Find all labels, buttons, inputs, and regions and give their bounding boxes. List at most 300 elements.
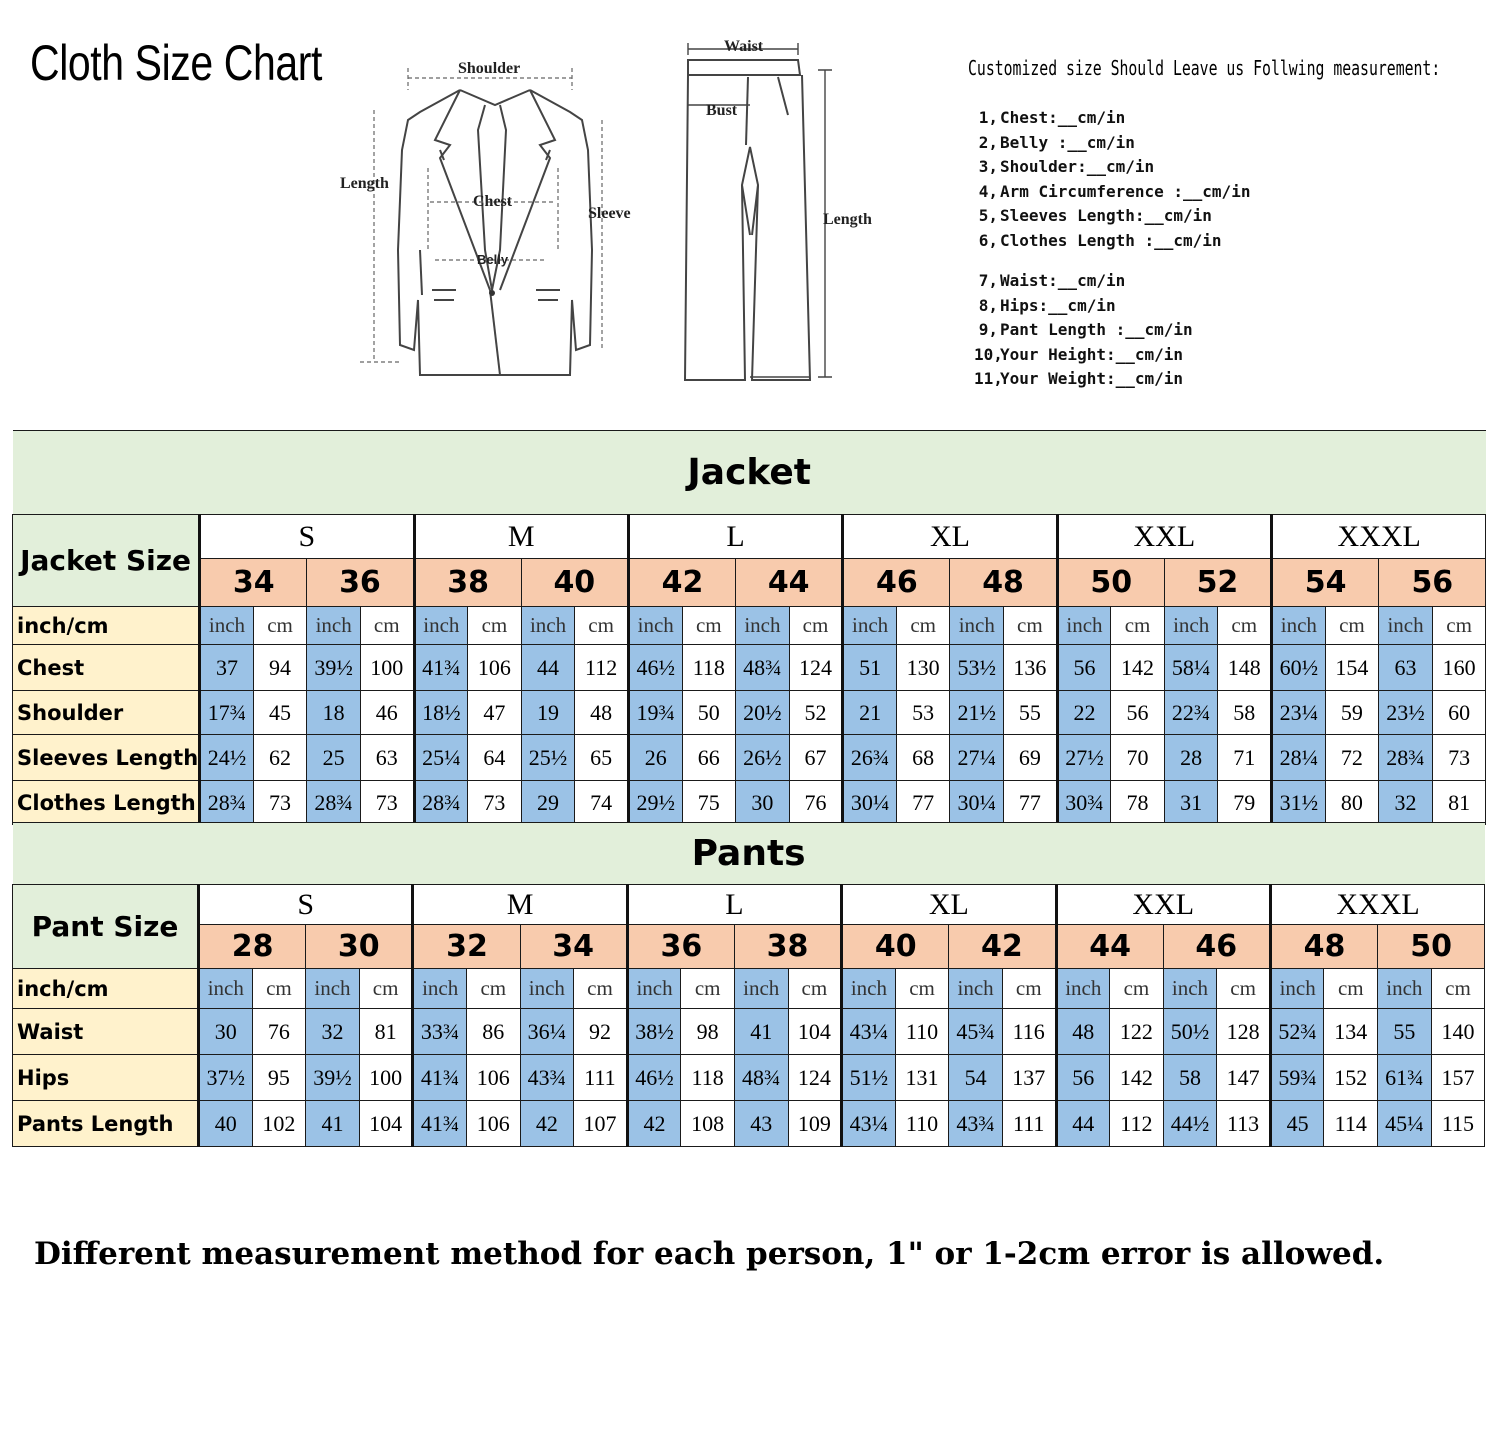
size-number-50: 50 xyxy=(1378,925,1485,969)
unit-cm-header: cm xyxy=(1324,969,1378,1009)
unit-cm-header: cm xyxy=(1111,607,1165,645)
value-inch: 30 xyxy=(736,781,790,825)
value-cm: 53 xyxy=(896,691,950,735)
value-cm: 59 xyxy=(1325,691,1379,735)
unit-cm-header: cm xyxy=(466,969,520,1009)
value-inch: 25¼ xyxy=(414,735,468,781)
measurement-item-text: Your Weight:__cm/in xyxy=(1000,369,1184,388)
measurement-instructions xyxy=(968,56,1498,388)
value-inch: 59¾ xyxy=(1270,1055,1324,1101)
size-number-38: 38 xyxy=(414,559,521,607)
size-letter-m: M xyxy=(413,885,627,925)
size-number-52: 52 xyxy=(1164,559,1271,607)
value-inch: 52¾ xyxy=(1270,1009,1324,1055)
measurement-item-number: 9, xyxy=(978,320,998,339)
value-cm: 56 xyxy=(1111,691,1165,735)
value-cm: 66 xyxy=(682,735,736,781)
row-label: Pants Length xyxy=(13,1101,199,1147)
value-cm: 118 xyxy=(681,1055,735,1101)
value-cm: 128 xyxy=(1217,1009,1271,1055)
size-number-48: 48 xyxy=(950,559,1057,607)
table-row xyxy=(13,1009,1485,1055)
value-inch: 45¾ xyxy=(949,1009,1003,1055)
value-cm: 48 xyxy=(575,691,629,735)
value-inch: 44½ xyxy=(1163,1101,1217,1147)
value-cm: 160 xyxy=(1432,645,1486,691)
measurement-item xyxy=(974,343,1250,368)
value-cm: 122 xyxy=(1110,1009,1164,1055)
row-label: Sleeves Length xyxy=(13,735,200,781)
unit-cm-header: cm xyxy=(788,969,842,1009)
unit-inch-header: inch xyxy=(950,607,1004,645)
measurement-note: Different measurement method for each person, 1" or 1-2cm error is allowed. xyxy=(34,1236,1385,1272)
size-letter-xl: XL xyxy=(843,515,1057,559)
value-inch: 27¼ xyxy=(950,735,1004,781)
value-cm: 70 xyxy=(1111,735,1165,781)
unit-cm-header: cm xyxy=(895,969,949,1009)
size-number-44: 44 xyxy=(736,559,843,607)
value-inch: 56 xyxy=(1057,645,1111,691)
table-row xyxy=(13,1101,1485,1147)
unit-inch-header: inch xyxy=(306,969,360,1009)
pants-section-title: Pants xyxy=(13,823,1485,885)
value-cm: 136 xyxy=(1004,645,1058,691)
value-cm: 77 xyxy=(1004,781,1058,825)
unit-inch-header: inch xyxy=(842,969,896,1009)
value-cm: 108 xyxy=(681,1101,735,1147)
measurement-item-text: Belly :__cm/in xyxy=(1000,132,1135,152)
value-inch: 44 xyxy=(1056,1101,1110,1147)
size-number-34: 34 xyxy=(520,925,627,969)
value-cm: 81 xyxy=(1432,781,1486,825)
value-cm: 60 xyxy=(1432,691,1486,735)
value-cm: 147 xyxy=(1217,1055,1271,1101)
size-number-28: 28 xyxy=(199,925,306,969)
value-cm: 76 xyxy=(789,781,843,825)
value-inch: 21 xyxy=(843,691,897,735)
jacket-section-title: Jacket xyxy=(13,431,1486,515)
chest-label: Chest xyxy=(473,193,513,210)
measurement-item xyxy=(974,155,1250,180)
measurement-item-text: Pant Length :__cm/in xyxy=(1000,320,1193,339)
value-inch: 28¾ xyxy=(200,781,254,825)
measurement-item-text: Clothes Length :__cm/in xyxy=(1000,230,1222,250)
value-inch: 26¾ xyxy=(843,735,897,781)
size-number-42: 42 xyxy=(628,559,735,607)
unit-cm-header: cm xyxy=(1110,969,1164,1009)
row-label: Waist xyxy=(13,1009,199,1055)
value-cm: 148 xyxy=(1218,645,1272,691)
measurement-item-text: Sleeves Length:__cm/in xyxy=(1000,206,1212,225)
length-label: Length xyxy=(340,175,389,192)
value-inch: 51½ xyxy=(842,1055,896,1101)
unit-cm-header: cm xyxy=(1218,607,1272,645)
value-cm: 106 xyxy=(468,645,522,691)
value-inch: 42 xyxy=(520,1101,574,1147)
value-cm: 64 xyxy=(468,735,522,781)
unit-cm-header: cm xyxy=(682,607,736,645)
unit-inch-header: inch xyxy=(1056,969,1110,1009)
value-inch: 30 xyxy=(199,1009,253,1055)
value-cm: 68 xyxy=(896,735,950,781)
measurement-item-number: 5, xyxy=(978,206,998,225)
size-number-48: 48 xyxy=(1270,925,1377,969)
value-inch: 48¾ xyxy=(736,645,790,691)
value-cm: 95 xyxy=(252,1055,306,1101)
unit-inch-header: inch xyxy=(1163,969,1217,1009)
value-inch: 33¾ xyxy=(413,1009,467,1055)
measurement-item-number: 4, xyxy=(978,181,998,201)
value-cm: 130 xyxy=(896,645,950,691)
value-inch: 28¾ xyxy=(414,781,468,825)
value-cm: 116 xyxy=(1002,1009,1056,1055)
value-cm: 98 xyxy=(681,1009,735,1055)
value-cm: 112 xyxy=(1110,1101,1164,1147)
unit-inch-header: inch xyxy=(307,607,361,645)
value-cm: 107 xyxy=(574,1101,628,1147)
value-inch: 43¾ xyxy=(520,1055,574,1101)
size-number-46: 46 xyxy=(843,559,950,607)
value-cm: 100 xyxy=(359,1055,413,1101)
sleeve-label: Sleeve xyxy=(588,205,631,222)
value-inch: 61¾ xyxy=(1378,1055,1432,1101)
value-cm: 106 xyxy=(466,1101,520,1147)
measurement-item-number: 7, xyxy=(978,271,998,290)
unit-inch-header: inch xyxy=(200,607,254,645)
value-cm: 67 xyxy=(789,735,843,781)
value-cm: 73 xyxy=(253,781,307,825)
value-cm: 94 xyxy=(253,645,307,691)
measurement-item xyxy=(974,106,1250,131)
value-cm: 104 xyxy=(359,1101,413,1147)
unit-cm-header: cm xyxy=(359,969,413,1009)
measurement-item xyxy=(974,180,1250,205)
table-row xyxy=(13,645,1486,691)
value-inch: 26½ xyxy=(736,735,790,781)
measurement-item xyxy=(974,294,1250,319)
size-number-34: 34 xyxy=(200,559,307,607)
value-inch: 43¼ xyxy=(842,1009,896,1055)
unit-inch-header: inch xyxy=(521,607,575,645)
value-inch: 21½ xyxy=(950,691,1004,735)
unit-cm-header: cm xyxy=(1217,969,1271,1009)
jacket-diagram xyxy=(310,50,660,390)
value-inch: 43 xyxy=(734,1101,788,1147)
value-cm: 50 xyxy=(682,691,736,735)
unit-cm-header: cm xyxy=(468,607,522,645)
value-cm: 73 xyxy=(1432,735,1486,781)
value-cm: 131 xyxy=(895,1055,949,1101)
measurement-item xyxy=(974,131,1250,156)
pants-length-label: Length xyxy=(823,211,872,228)
unit-cm-header: cm xyxy=(681,969,735,1009)
unit-cm-header: cm xyxy=(1431,969,1485,1009)
measurement-item xyxy=(974,204,1250,229)
value-inch: 56 xyxy=(1056,1055,1110,1101)
unit-inch-header: inch xyxy=(199,969,253,1009)
value-inch: 30¼ xyxy=(843,781,897,825)
size-letter-l: L xyxy=(627,885,841,925)
value-cm: 71 xyxy=(1218,735,1272,781)
value-inch: 41¾ xyxy=(414,645,468,691)
value-cm: 118 xyxy=(682,645,736,691)
value-cm: 46 xyxy=(360,691,414,735)
unit-cm-header: cm xyxy=(1325,607,1379,645)
chart-title: Cloth Size Chart xyxy=(30,35,322,91)
measurement-list xyxy=(974,106,1250,392)
value-cm: 111 xyxy=(1002,1101,1056,1147)
measurement-item xyxy=(974,269,1250,294)
value-cm: 73 xyxy=(360,781,414,825)
shoulder-label: Shoulder xyxy=(458,60,521,77)
value-inch: 60½ xyxy=(1272,645,1326,691)
size-letter-xxl: XXL xyxy=(1057,515,1271,559)
size-number-44: 44 xyxy=(1056,925,1163,969)
size-number-36: 36 xyxy=(307,559,414,607)
unit-cm-header: cm xyxy=(574,969,628,1009)
value-cm: 75 xyxy=(682,781,736,825)
value-cm: 140 xyxy=(1431,1009,1485,1055)
value-cm: 104 xyxy=(788,1009,842,1055)
value-inch: 44 xyxy=(521,645,575,691)
value-inch: 41¾ xyxy=(413,1101,467,1147)
waist-label: Waist xyxy=(724,38,764,55)
unit-cm-header: cm xyxy=(789,607,843,645)
value-inch: 43¼ xyxy=(842,1101,896,1147)
measurement-item-number: 3, xyxy=(978,157,998,176)
measurement-item-number: 2, xyxy=(978,132,998,152)
value-cm: 115 xyxy=(1431,1101,1485,1147)
row-label: Shoulder xyxy=(13,691,200,735)
value-inch: 18½ xyxy=(414,691,468,735)
size-letter-xxxl: XXXL xyxy=(1270,885,1484,925)
value-cm: 80 xyxy=(1325,781,1379,825)
value-cm: 63 xyxy=(360,735,414,781)
value-cm: 74 xyxy=(575,781,629,825)
unit-inch-header: inch xyxy=(949,969,1003,1009)
measurement-heading: Customized size Should Leave us Follwing measurement: xyxy=(968,56,1441,80)
row-label: Clothes Length xyxy=(13,781,200,825)
measurement-item-text: Shoulder:__cm/in xyxy=(1000,157,1155,176)
unit-inch-header: inch xyxy=(627,969,681,1009)
unit-inch-header: inch xyxy=(734,969,788,1009)
unit-inch-header: inch xyxy=(628,607,682,645)
value-inch: 41¾ xyxy=(413,1055,467,1101)
value-inch: 22¾ xyxy=(1164,691,1218,735)
measurement-item xyxy=(974,367,1250,392)
value-cm: 79 xyxy=(1218,781,1272,825)
size-letter-s: S xyxy=(200,515,414,559)
value-inch: 46½ xyxy=(627,1055,681,1101)
value-inch: 41 xyxy=(306,1101,360,1147)
value-inch: 50½ xyxy=(1163,1009,1217,1055)
value-cm: 69 xyxy=(1004,735,1058,781)
table-row xyxy=(13,1055,1485,1101)
unit-inch-header: inch xyxy=(520,969,574,1009)
unit-cm-header: cm xyxy=(1002,969,1056,1009)
value-cm: 52 xyxy=(789,691,843,735)
size-number-40: 40 xyxy=(842,925,949,969)
value-inch: 19¾ xyxy=(628,691,682,735)
value-inch: 36¼ xyxy=(520,1009,574,1055)
unit-inch-header: inch xyxy=(1057,607,1111,645)
value-cm: 73 xyxy=(468,781,522,825)
size-number-30: 30 xyxy=(306,925,413,969)
unit-inch-header: inch xyxy=(1270,969,1324,1009)
table-row xyxy=(13,735,1486,781)
value-cm: 113 xyxy=(1217,1101,1271,1147)
value-inch: 29 xyxy=(521,781,575,825)
measurement-item-number: 6, xyxy=(978,230,998,250)
size-letter-l: L xyxy=(628,515,842,559)
value-cm: 92 xyxy=(574,1009,628,1055)
jacket-size-table xyxy=(12,430,1486,825)
unit-inch-header: inch xyxy=(413,969,467,1009)
value-inch: 25½ xyxy=(521,735,575,781)
value-cm: 152 xyxy=(1324,1055,1378,1101)
value-cm: 58 xyxy=(1218,691,1272,735)
size-number-36: 36 xyxy=(627,925,734,969)
size-letter-xxxl: XXXL xyxy=(1272,515,1486,559)
value-inch: 54 xyxy=(949,1055,1003,1101)
value-inch: 28 xyxy=(1164,735,1218,781)
value-inch: 30¼ xyxy=(950,781,1004,825)
size-number-40: 40 xyxy=(521,559,628,607)
value-inch: 41 xyxy=(734,1009,788,1055)
size-number-46: 46 xyxy=(1163,925,1270,969)
measurement-item-text: Chest:__cm/in xyxy=(1000,108,1126,127)
row-label: Hips xyxy=(13,1055,199,1101)
value-cm: 157 xyxy=(1431,1055,1485,1101)
value-cm: 62 xyxy=(253,735,307,781)
value-inch: 27½ xyxy=(1057,735,1111,781)
value-inch: 42 xyxy=(627,1101,681,1147)
value-cm: 154 xyxy=(1325,645,1379,691)
unit-inch-header: inch xyxy=(736,607,790,645)
value-inch: 32 xyxy=(306,1009,360,1055)
value-inch: 58 xyxy=(1163,1055,1217,1101)
value-cm: 142 xyxy=(1110,1055,1164,1101)
value-inch: 63 xyxy=(1379,645,1433,691)
value-cm: 110 xyxy=(895,1101,949,1147)
value-cm: 112 xyxy=(575,645,629,691)
unit-inch-header: inch xyxy=(1164,607,1218,645)
value-inch: 37 xyxy=(200,645,254,691)
bust-label: Bust xyxy=(706,102,738,119)
unit-cm-header: cm xyxy=(360,607,414,645)
value-cm: 124 xyxy=(789,645,843,691)
unit-label: inch/cm xyxy=(13,969,199,1009)
measurement-item-text: Arm Circumference :__cm/in xyxy=(1000,181,1251,201)
value-cm: 111 xyxy=(574,1055,628,1101)
value-cm: 81 xyxy=(359,1009,413,1055)
value-inch: 40 xyxy=(199,1101,253,1147)
value-inch: 23¼ xyxy=(1272,691,1326,735)
pants-size-label: Pant Size xyxy=(13,885,199,969)
value-inch: 45¼ xyxy=(1378,1101,1432,1147)
unit-label: inch/cm xyxy=(13,607,200,645)
table-row xyxy=(13,691,1486,735)
unit-inch-header: inch xyxy=(843,607,897,645)
value-inch: 28¼ xyxy=(1272,735,1326,781)
value-inch: 28¾ xyxy=(1379,735,1433,781)
size-number-56: 56 xyxy=(1379,559,1486,607)
value-cm: 45 xyxy=(253,691,307,735)
value-inch: 39½ xyxy=(306,1055,360,1101)
value-inch: 25 xyxy=(307,735,361,781)
value-cm: 114 xyxy=(1324,1101,1378,1147)
size-letter-xl: XL xyxy=(842,885,1056,925)
value-cm: 65 xyxy=(575,735,629,781)
value-inch: 26 xyxy=(628,735,682,781)
value-cm: 134 xyxy=(1324,1009,1378,1055)
value-inch: 46½ xyxy=(628,645,682,691)
measurement-item-text: Your Height:__cm/in xyxy=(1000,344,1184,364)
value-inch: 17¾ xyxy=(200,691,254,735)
value-inch: 20½ xyxy=(736,691,790,735)
value-inch: 58¼ xyxy=(1164,645,1218,691)
value-inch: 32 xyxy=(1379,781,1433,825)
size-number-54: 54 xyxy=(1272,559,1379,607)
value-inch: 55 xyxy=(1378,1009,1432,1055)
size-number-50: 50 xyxy=(1057,559,1164,607)
measurement-item-text: Waist:__cm/in xyxy=(1000,271,1126,290)
value-cm: 72 xyxy=(1325,735,1379,781)
value-inch: 29½ xyxy=(628,781,682,825)
value-cm: 77 xyxy=(896,781,950,825)
unit-cm-header: cm xyxy=(253,607,307,645)
unit-inch-header: inch xyxy=(414,607,468,645)
value-inch: 28¾ xyxy=(307,781,361,825)
value-cm: 86 xyxy=(466,1009,520,1055)
value-inch: 31½ xyxy=(1272,781,1326,825)
pants-diagram xyxy=(660,35,920,395)
value-inch: 24½ xyxy=(200,735,254,781)
value-inch: 22 xyxy=(1057,691,1111,735)
value-inch: 39½ xyxy=(307,645,361,691)
unit-cm-header: cm xyxy=(896,607,950,645)
value-inch: 31 xyxy=(1164,781,1218,825)
pants-size-table xyxy=(12,822,1485,1147)
size-number-32: 32 xyxy=(413,925,520,969)
value-cm: 124 xyxy=(788,1055,842,1101)
row-label: Chest xyxy=(13,645,200,691)
value-cm: 100 xyxy=(360,645,414,691)
belly-label: Belly xyxy=(477,252,509,267)
measurement-item-number: 1, xyxy=(978,108,998,127)
measurement-item-text: Hips:__cm/in xyxy=(1000,295,1116,315)
measurement-item-number: 10, xyxy=(974,344,1003,364)
value-inch: 53½ xyxy=(950,645,1004,691)
value-inch: 37½ xyxy=(199,1055,253,1101)
value-cm: 76 xyxy=(252,1009,306,1055)
measurement-item-number: 8, xyxy=(978,295,998,315)
value-inch: 43¾ xyxy=(949,1101,1003,1147)
unit-inch-header: inch xyxy=(1378,969,1432,1009)
value-inch: 38½ xyxy=(627,1009,681,1055)
unit-inch-header: inch xyxy=(1272,607,1326,645)
size-letter-xxl: XXL xyxy=(1056,885,1270,925)
table-row xyxy=(13,781,1486,825)
value-inch: 48¾ xyxy=(734,1055,788,1101)
size-number-42: 42 xyxy=(949,925,1056,969)
size-letter-s: S xyxy=(199,885,413,925)
unit-cm-header: cm xyxy=(1004,607,1058,645)
value-cm: 110 xyxy=(895,1009,949,1055)
value-cm: 137 xyxy=(1002,1055,1056,1101)
value-cm: 55 xyxy=(1004,691,1058,735)
value-cm: 142 xyxy=(1111,645,1165,691)
